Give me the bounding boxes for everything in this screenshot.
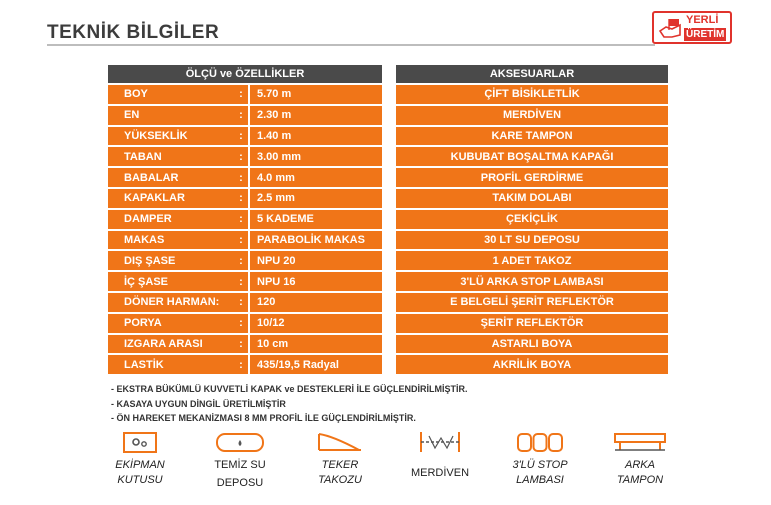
spec-row (108, 147, 382, 166)
feature-water-tank-line2: DEPOSU (216, 477, 264, 489)
spec-label: MAKAS (108, 231, 234, 250)
spec-label: İÇ ŞASE (108, 272, 234, 291)
accessory-item: 3'LÜ ARKA STOP LAMBASI (396, 272, 668, 291)
spec-label: BABALAR (108, 168, 234, 187)
feature-water-tank (190, 430, 290, 491)
turkish-flag-hand-icon (658, 17, 682, 39)
accessory-item: TAKIM DOLABI (396, 189, 668, 208)
spec-separator: : (234, 251, 248, 270)
spec-separator: : (234, 189, 248, 208)
spec-separator: : (234, 293, 248, 312)
spec-row (108, 168, 382, 187)
spec-separator: : (234, 314, 248, 333)
accessory-item: MERDİVEN (396, 106, 668, 125)
feature-stop-lamp (490, 430, 590, 488)
feature-wheel-chock-line1: TEKER (321, 459, 359, 471)
spec-label: KAPAKLAR (108, 189, 234, 208)
spec-separator: : (234, 106, 248, 125)
feature-stop-lamp-line1: 3'LÜ STOP (512, 459, 568, 471)
feature-toolbox-line1: EKİPMAN (115, 459, 165, 471)
title-divider (47, 44, 655, 46)
spec-separator: : (234, 168, 248, 187)
spec-separator: : (234, 127, 248, 146)
notes-list (111, 382, 468, 426)
note-line: - KASAYA UYGUN DİNGİL ÜRETİLMİŞTİR (111, 398, 286, 409)
badge-line-1: YERLİ (686, 14, 719, 26)
spec-separator: : (234, 355, 248, 374)
spec-label: DÖNER HARMAN: (108, 293, 234, 312)
spec-separator: : (234, 231, 248, 250)
spec-value: 2.5 mm (250, 189, 382, 208)
accessory-item: ÇEKİÇLİK (396, 210, 668, 229)
spec-value: 3.00 mm (250, 147, 382, 166)
spec-label: LASTİK (108, 355, 234, 374)
spec-separator: : (234, 210, 248, 229)
spec-label: DAMPER (108, 210, 234, 229)
accessory-item: AKRİLİK BOYA (396, 355, 668, 374)
feature-rear-bumper-line2: TAMPON (616, 474, 664, 486)
spec-label: YÜKSEKLİK (108, 127, 234, 146)
spec-separator: : (234, 335, 248, 354)
stop-lamp-icon (515, 430, 565, 454)
spec-row (108, 314, 382, 333)
accessory-item: ÇİFT BİSİKLETLİK (396, 85, 668, 104)
spec-value: 435/19,5 Radyal (250, 355, 382, 374)
spec-label: TABAN (108, 147, 234, 166)
feature-ladder (390, 430, 490, 481)
note-line: - EKSTRA BÜKÜMLÜ KUVVETLİ KAPAK ve DESTEKLERİ İLE GÜÇLENDİRİLMİŞTİR. (111, 384, 468, 394)
spec-row (108, 189, 382, 208)
spec-value: PARABOLİK MAKAS (250, 231, 382, 250)
spec-separator: : (234, 85, 248, 104)
accessories-table (396, 65, 668, 376)
accessory-item: ŞERİT REFLEKTÖR (396, 314, 668, 333)
spec-value: 5.70 m (250, 85, 382, 104)
feature-wheel-chock-line2: TAKOZU (318, 474, 362, 486)
accessories-heading: AKSESUARLAR (396, 65, 668, 83)
badge-line-2: ÜRETİM (686, 29, 725, 40)
spec-label: IZGARA ARASI (108, 335, 234, 354)
spec-row (108, 85, 382, 104)
spec-row (108, 272, 382, 291)
spec-label: DIŞ ŞASE (108, 251, 234, 270)
yerli-uretim-badge (652, 11, 732, 44)
spec-row (108, 231, 382, 250)
spec-value: NPU 16 (250, 272, 382, 291)
spec-value: 10/12 (250, 314, 382, 333)
spec-label: PORYA (108, 314, 234, 333)
accessory-item: KARE TAMPON (396, 127, 668, 146)
feature-toolbox (90, 430, 190, 488)
feature-rear-bumper-line1: ARKA (625, 459, 655, 471)
feature-wheel-chock (290, 430, 390, 488)
spec-value: 2.30 m (250, 106, 382, 125)
spec-value: 120 (250, 293, 382, 312)
spec-row (108, 127, 382, 146)
accessory-item: PROFİL GERDİRME (396, 168, 668, 187)
rear-bumper-icon (612, 430, 668, 454)
spec-value: 1.40 m (250, 127, 382, 146)
feature-water-tank-line1: TEMİZ SU (214, 459, 266, 471)
specs-table (108, 65, 382, 376)
feature-icons (90, 430, 690, 502)
spec-label: EN (108, 106, 234, 125)
spec-row (108, 210, 382, 229)
spec-value: 5 KADEME (250, 210, 382, 229)
spec-label: BOY (108, 85, 234, 104)
ladder-icon (415, 430, 465, 454)
feature-rear-bumper (590, 430, 690, 488)
spec-row (108, 355, 382, 374)
spec-separator: : (234, 147, 248, 166)
spec-row (108, 335, 382, 354)
toolbox-icon (118, 430, 162, 454)
note-line: - ÖN HAREKET MEKANİZMASI 8 MM PROFİL İLE GÜÇLENDİRİLMİŞTİR. (111, 413, 416, 423)
water-tank-icon (215, 430, 265, 454)
spec-row (108, 293, 382, 312)
feature-toolbox-line2: KUTUSU (117, 474, 163, 486)
accessory-item: KUBUBAT BOŞALTMA KAPAĞI (396, 147, 668, 166)
accessory-item: 1 ADET TAKOZ (396, 251, 668, 270)
page-title: TEKNİK BİLGİLER (47, 22, 220, 43)
spec-value: 10 cm (250, 335, 382, 354)
spec-value: NPU 20 (250, 251, 382, 270)
accessory-item: ASTARLI BOYA (396, 335, 668, 354)
spec-row (108, 106, 382, 125)
accessory-item: 30 LT SU DEPOSU (396, 231, 668, 250)
spec-value: 4.0 mm (250, 168, 382, 187)
feature-ladder-line1: MERDİVEN (410, 467, 470, 479)
wheel-chock-icon (315, 430, 365, 454)
spec-separator: : (234, 272, 248, 291)
accessory-item: E BELGELİ ŞERİT REFLEKTÖR (396, 293, 668, 312)
spec-row (108, 251, 382, 270)
feature-stop-lamp-line2: LAMBASI (516, 474, 564, 486)
specs-heading: ÖLÇÜ ve ÖZELLİKLER (108, 65, 382, 83)
